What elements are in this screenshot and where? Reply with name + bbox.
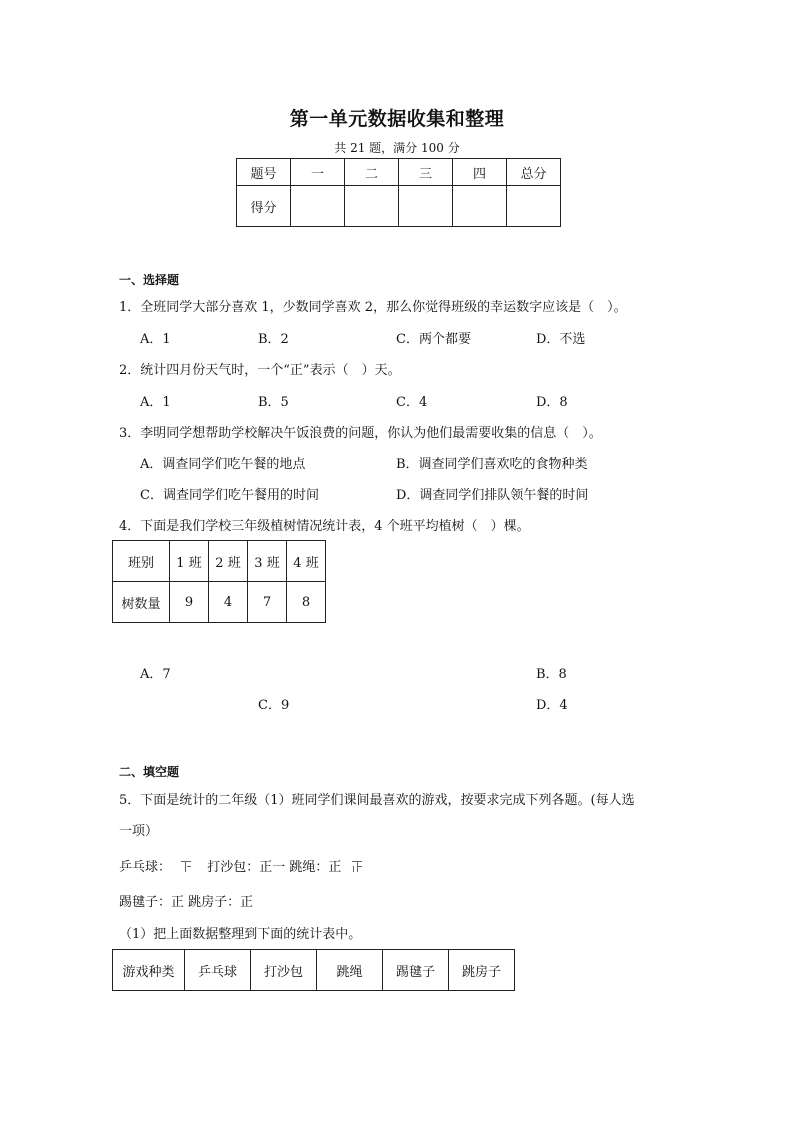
table-cell: 总分 bbox=[507, 159, 561, 186]
table-cell: 7 bbox=[248, 582, 287, 623]
table-cell: 二 bbox=[345, 159, 399, 186]
table-cell: 题号 bbox=[237, 159, 291, 186]
option[interactable]: A．1 bbox=[140, 332, 171, 347]
table-cell: 4 班 bbox=[287, 541, 326, 582]
option[interactable]: B．调查同学们喜欢吃的食物种类 bbox=[396, 457, 588, 472]
option[interactable]: A．7 bbox=[140, 667, 171, 682]
option[interactable]: B．5 bbox=[258, 395, 289, 410]
table-cell: 三 bbox=[399, 159, 453, 186]
question-text: 1．全班同学大部分喜欢 1，少数同学喜欢 2，那么你觉得班级的幸运数字应该是（ ）。 bbox=[119, 300, 627, 315]
table-cell: 四 bbox=[453, 159, 507, 186]
option[interactable]: C．9 bbox=[258, 698, 290, 713]
question-text: 3．李明同学想帮助学校解决午饭浪费的问题，你认为他们最需要收集的信息（ ）。 bbox=[119, 426, 602, 441]
question-text: 4．下面是我们学校三年级植树情况统计表，4 个班平均植树（ ）棵。 bbox=[119, 519, 530, 534]
score-table bbox=[236, 158, 561, 227]
sub-question: （1）把上面数据整理到下面的统计表中。 bbox=[119, 927, 362, 942]
option[interactable]: D．不选 bbox=[536, 332, 586, 347]
table-cell: 1 班 bbox=[170, 541, 209, 582]
table-cell: 班别 bbox=[113, 541, 170, 582]
table-cell: 8 bbox=[287, 582, 326, 623]
question-text: 一项） bbox=[119, 824, 159, 839]
tally-line: 踢毽子：正 跳房子：正 bbox=[119, 895, 254, 910]
table-cell: 9 bbox=[170, 582, 209, 623]
tree-planting-table bbox=[112, 540, 326, 623]
option[interactable]: D．调查同学们排队领午餐的时间 bbox=[396, 488, 589, 503]
tally-text: 打沙包：正一 跳绳：正 bbox=[207, 860, 342, 875]
score-input-cell[interactable] bbox=[399, 186, 453, 227]
table-cell: 踢毽子 bbox=[383, 950, 449, 991]
section-heading: 二、填空题 bbox=[119, 765, 180, 779]
table-cell: 跳房子 bbox=[449, 950, 515, 991]
page-subtitle: 共 21 题，满分 100 分 bbox=[334, 141, 460, 155]
tally-mark-icon bbox=[350, 859, 364, 873]
section-heading: 一、选择题 bbox=[119, 273, 180, 287]
option[interactable]: A．1 bbox=[140, 395, 171, 410]
option[interactable]: D．8 bbox=[536, 395, 568, 410]
table-cell: 树数量 bbox=[113, 582, 170, 623]
option[interactable]: C．两个都要 bbox=[396, 332, 471, 347]
table-cell: 3 班 bbox=[248, 541, 287, 582]
tally-line bbox=[119, 856, 364, 875]
question-text: 2．统计四月份天气时，一个“正”表示（ ）天。 bbox=[119, 363, 401, 378]
option[interactable]: B．2 bbox=[258, 332, 289, 347]
option[interactable]: A．调查同学们吃午餐的地点 bbox=[140, 457, 306, 472]
option[interactable]: B．8 bbox=[536, 667, 567, 682]
table-cell: 一 bbox=[291, 159, 345, 186]
score-input-cell[interactable] bbox=[507, 186, 561, 227]
score-input-cell[interactable] bbox=[291, 186, 345, 227]
score-input-cell[interactable] bbox=[453, 186, 507, 227]
table-cell: 跳绳 bbox=[317, 950, 383, 991]
tally-mark-icon bbox=[179, 859, 193, 873]
table-cell: 打沙包 bbox=[251, 950, 317, 991]
table-cell: 4 bbox=[209, 582, 248, 623]
game-stats-table bbox=[112, 949, 515, 991]
page-title: 第一单元数据收集和整理 bbox=[289, 108, 505, 130]
option[interactable]: C．调查同学们吃午餐用的时间 bbox=[140, 488, 319, 503]
table-cell: 乒乓球 bbox=[185, 950, 251, 991]
option[interactable]: D．4 bbox=[536, 698, 568, 713]
score-input-cell[interactable] bbox=[345, 186, 399, 227]
question-text: 5．下面是统计的二年级（1）班同学们课间最喜欢的游戏，按要求完成下列各题。(每人选 bbox=[119, 793, 635, 808]
tally-label: 乒乓球： bbox=[119, 860, 172, 875]
table-cell: 游戏种类 bbox=[113, 950, 185, 991]
table-cell: 得分 bbox=[237, 186, 291, 227]
table-cell: 2 班 bbox=[209, 541, 248, 582]
option[interactable]: C．4 bbox=[396, 395, 428, 410]
